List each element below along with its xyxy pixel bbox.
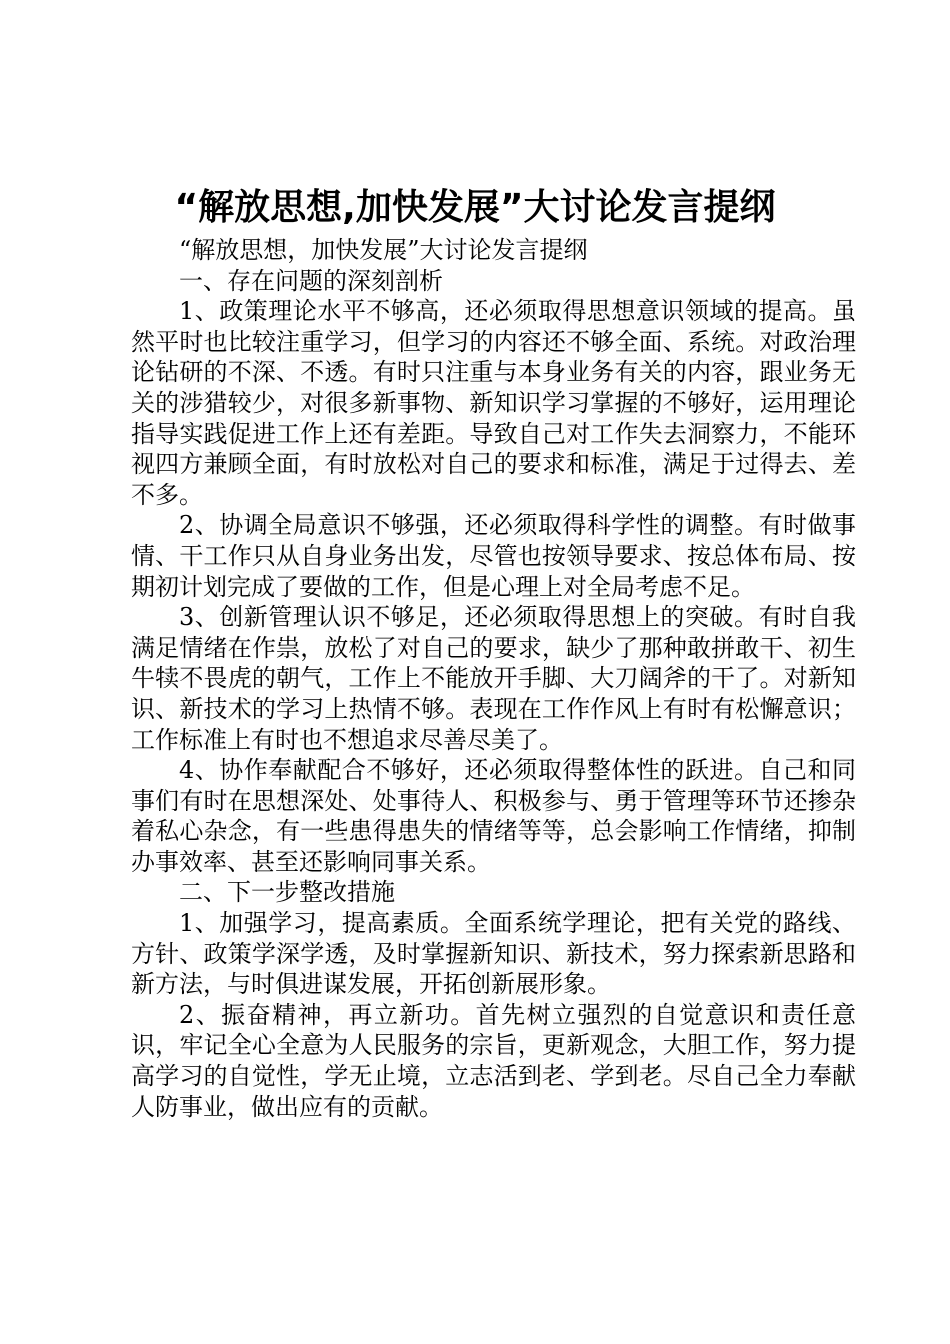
paragraph-problem-1: 1、政策理论水平不够高，还必须取得思想意识领域的提高。虽然平时也比较注重学习，但学习的内容还不够全面、系统。对政治理论钻研的不深、不透。有时只注重与本身业务有关的内容，跟业务无关的涉猎较少，对很多新事物、新知识学习掌握的不够好，运用理论指导实践促进工作上还有差距。导致自己对工作失去洞察力，不能环视四方兼顾全面，有时放松对自己的要求和标准，满足于过得去、差不多。 xyxy=(131,297,856,509)
paragraph-problem-3: 3、创新管理认识不够足，还必须取得思想上的突破。有时自我满足情绪在作祟，放松了对自己的要求，缺少了那种敢拼敢干、初生牛犊不畏虎的朝气，工作上不能放开手脚、大刀阔斧的干了。对新知识、新技术的学习上热情不够。表现在工作作风上有时有松懈意识；工作标准上有时也不想追求尽善尽美了。 xyxy=(131,603,856,754)
paragraph-problem-2: 2、协调全局意识不够强，还必须取得科学性的调整。有时做事情、干工作只从自身业务出发，尽管也按领导要求、按总体布局、按期初计划完成了要做的工作，但是心理上对全局考虑不足。 xyxy=(131,511,856,601)
document-body xyxy=(131,235,856,1122)
paragraph-problem-4: 4、协作奉献配合不够好，还必须取得整体性的跃进。自己和同事们有时在思想深处、处事待人、积极参与、勇于管理等环节还掺杂着私心杂念，有一些患得患失的情绪等等，总会影响工作情绪，抑制办事效率、甚至还影响同事关系。 xyxy=(131,756,856,876)
section-heading-measures: 二、下一步整改措施 xyxy=(179,878,395,907)
paragraph-measure-1: 1、加强学习，提高素质。全面系统学理论，把有关党的路线、方针、政策学深学透，及时掌握新知识、新技术，努力探索新思路和新方法，与时俱进谋发展，开拓创新展形象。 xyxy=(131,909,856,999)
document-title: “解放思想,加快发展”大讨论发言提纲 xyxy=(174,187,776,228)
section-heading-problems: 一、存在问题的深刻剖析 xyxy=(179,266,443,295)
paragraph-measure-2: 2、振奋精神，再立新功。首先树立强烈的自觉意识和责任意识，牢记全心全意为人民服务的宗旨，更新观念，大胆工作，努力提高学习的自觉性，学无止境，立志活到老、学到老。尽自己全力奉献人防事业，做出应有的贡献。 xyxy=(131,1000,856,1121)
subtitle-paragraph: “解放思想，加快发展”大讨论发言提纲 xyxy=(179,236,588,264)
